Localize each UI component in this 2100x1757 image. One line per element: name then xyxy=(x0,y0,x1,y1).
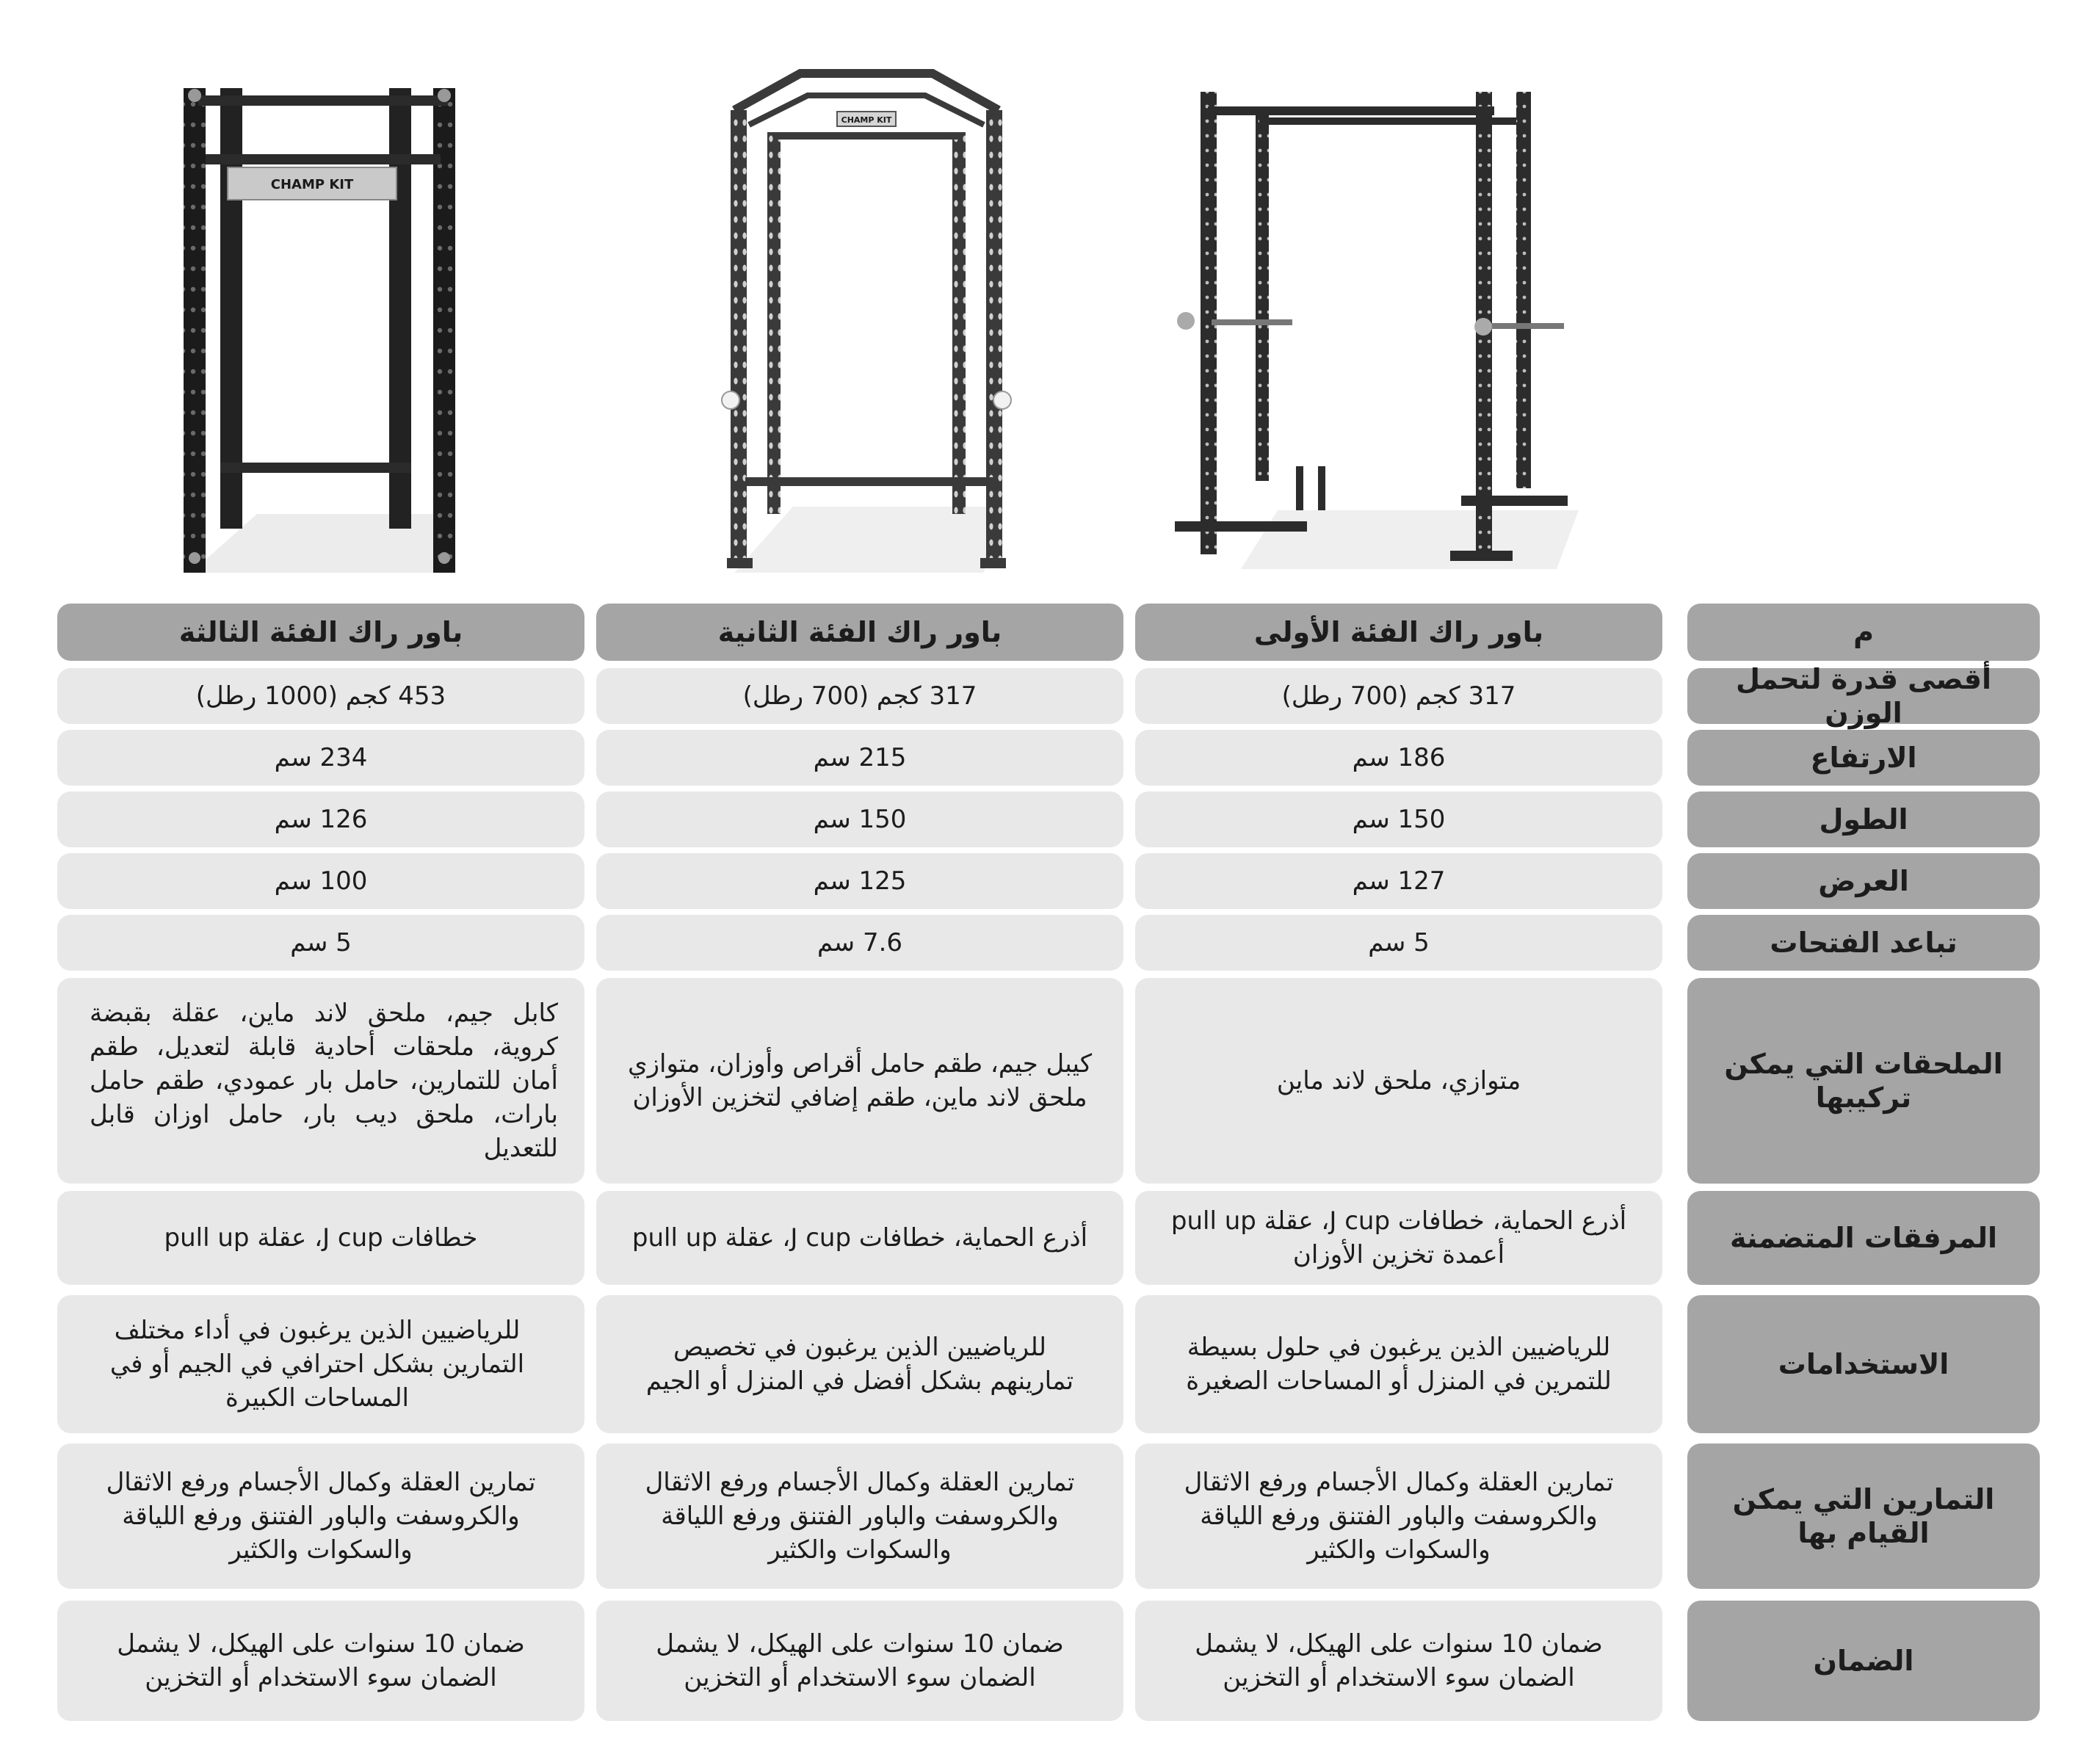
header-corner-label: م xyxy=(1687,604,2040,661)
cell-length-tier-2: 150 سم xyxy=(596,791,1123,847)
cell-max-load-tier-1: 317 كجم (700 رطل) xyxy=(1135,668,1662,724)
header-tier-1: باور راك الفئة الأولى xyxy=(1135,604,1662,661)
cell-hole-spacing-tier-1: 5 سم xyxy=(1135,915,1662,971)
row-label-included: المرفقات المتضمنة xyxy=(1687,1191,2040,1285)
row-label-height: الارتفاع xyxy=(1687,730,2040,786)
cell-hole-spacing-tier-2: 7.6 سم xyxy=(596,915,1123,971)
row-label-width: العرض xyxy=(1687,853,2040,909)
cell-width-tier-1: 127 سم xyxy=(1135,853,1662,909)
cell-included-tier-1: أذرع الحماية، خطافات J cup، عقلة pull up أعمدة تخزين الأوزان xyxy=(1135,1191,1662,1285)
cell-height-tier-1: 186 سم xyxy=(1135,730,1662,786)
cell-exercises-tier-3: تمارين العقلة وكمال الأجسام ورفع الاثقال والكروسفت والباور الفتنق ورفع اللياقة والسكوات والكثير xyxy=(57,1443,584,1589)
product-logo: CHAMP KIT xyxy=(841,115,892,125)
cell-uses-tier-3: للرياضيين الذين يرغبون في أداء مختلف التمارين بشكل احترافي في الجيم أو في المساحات الكبيرة xyxy=(57,1295,584,1433)
product-image-tier-2 xyxy=(705,66,1028,580)
row-label-exercises: التمارين التي يمكن القيام بها xyxy=(1687,1443,2040,1589)
cell-max-load-tier-3: 453 كجم (1000 رطل) xyxy=(57,668,584,724)
cell-hole-spacing-tier-3: 5 سم xyxy=(57,915,584,971)
row-label-length: الطول xyxy=(1687,791,2040,847)
cell-width-tier-2: 125 سم xyxy=(596,853,1123,909)
cell-exercises-tier-2: تمارين العقلة وكمال الأجسام ورفع الاثقال والكروسفت والباور الفتنق ورفع اللياقة والسكوات والكثير xyxy=(596,1443,1123,1589)
cell-accessories-tier-3: كابل جيم، ملحق لاند ماين، عقلة بقبضة كروية، ملحقات أحادية قابلة لتعديل، طقم أمان للتمارين، حامل بار عمودي، طقم حامل بارات، ملحق ديب بار، حامل اوزان قابل للتعديل xyxy=(57,978,584,1184)
product-image-tier-3 xyxy=(147,73,485,587)
cell-warranty-tier-2: ضمان 10 سنوات على الهيكل، لا يشمل الضمان سوء الاستخدام أو التخزين xyxy=(596,1601,1123,1721)
cell-included-tier-3: خطافات J cup، عقلة pull up xyxy=(57,1191,584,1285)
cell-length-tier-1: 150 سم xyxy=(1135,791,1662,847)
cell-height-tier-2: 215 سم xyxy=(596,730,1123,786)
cell-height-tier-3: 234 سم xyxy=(57,730,584,786)
cell-uses-tier-2: للرياضيين الذين يرغبون في تخصيص تمارينهم بشكل أفضل في المنزل أو الجيم xyxy=(596,1295,1123,1433)
header-tier-3: باور راك الفئة الثالثة xyxy=(57,604,584,661)
cell-included-tier-2: أذرع الحماية، خطافات J cup، عقلة pull up xyxy=(596,1191,1123,1285)
row-label-warranty: الضمان xyxy=(1687,1601,2040,1721)
row-label-accessories: الملحقات التي يمكن تركيبها xyxy=(1687,978,2040,1184)
cell-accessories-tier-1: متوازي، ملحق لاند ماين xyxy=(1135,978,1662,1184)
product-image-tier-1 xyxy=(1167,70,1579,576)
row-label-max-load: أقصى قدرة لتحمل الوزن xyxy=(1687,668,2040,724)
cell-width-tier-3: 100 سم xyxy=(57,853,584,909)
cell-accessories-tier-2: كيبل جيم، طقم حامل أقراص وأوزان، متوازي ملحق لاند ماين، طقم إضافي لتخزين الأوزان xyxy=(596,978,1123,1184)
header-tier-2: باور راك الفئة الثانية xyxy=(596,604,1123,661)
cell-warranty-tier-1: ضمان 10 سنوات على الهيكل، لا يشمل الضمان سوء الاستخدام أو التخزين xyxy=(1135,1601,1662,1721)
cell-length-tier-3: 126 سم xyxy=(57,791,584,847)
product-logo: CHAMP KIT xyxy=(270,177,354,192)
cell-warranty-tier-3: ضمان 10 سنوات على الهيكل، لا يشمل الضمان سوء الاستخدام أو التخزين xyxy=(57,1601,584,1721)
row-label-uses: الاستخدامات xyxy=(1687,1295,2040,1433)
cell-exercises-tier-1: تمارين العقلة وكمال الأجسام ورفع الاثقال والكروسفت والباور الفتنق ورفع اللياقة والسكوات والكثير xyxy=(1135,1443,1662,1589)
row-label-hole-spacing: تباعد الفتحات xyxy=(1687,915,2040,971)
cell-max-load-tier-2: 317 كجم (700 رطل) xyxy=(596,668,1123,724)
cell-uses-tier-1: للرياضيين الذين يرغبون في حلول بسيطة للتمرين في المنزل أو المساحات الصغيرة xyxy=(1135,1295,1662,1433)
